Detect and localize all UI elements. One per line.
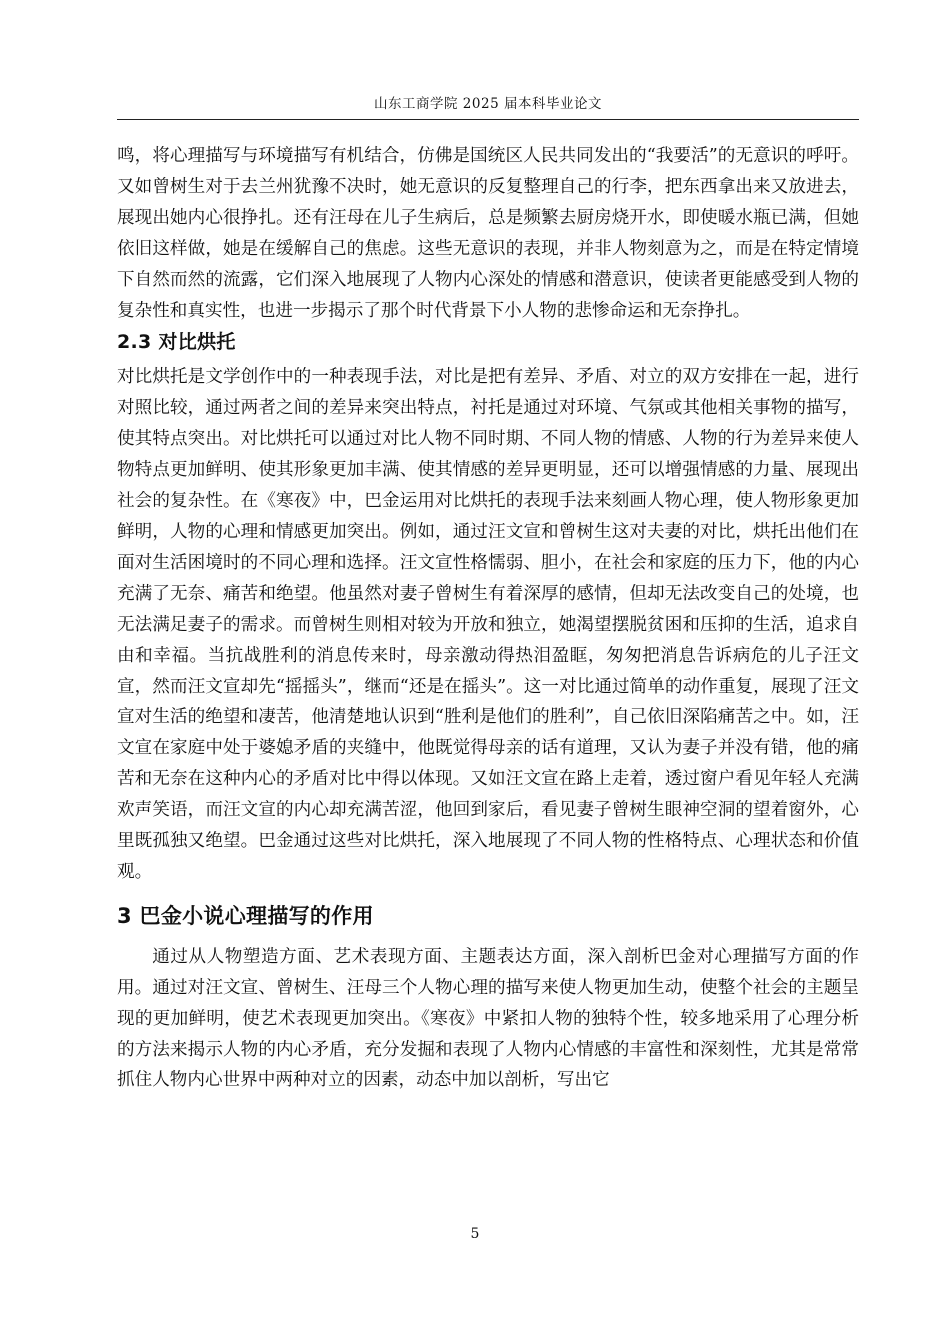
header-divider — [117, 119, 859, 120]
body-content — [117, 141, 859, 1096]
paragraph-continuation: 鸣，将心理描写与环境描写有机结合，仿佛是国统区人民共同发出的“我要活”的无意识的呼吁。又如曾树生对于去兰州犹豫不决时，她无意识的反复整理自己的行李，把东西拿出来又放进去，展现出她内心很挣扎。还有汪母在儿子生病后，总是频繁去厨房烧开水，即使暖水瓶已满，但她依旧这样做，她是在缓解自己的焦虑。这些无意识的表现，并非人物刻意为之，而是在特定情境下自然而然的流露，它们深入地展现了人物内心深处的情感和潜意识，使读者更能感受到人物的复杂性和真实性，也进一步揭示了那个时代背景下小人物的悲惨命运和无奈挣扎。 — [117, 146, 859, 321]
paragraph-function: 通过从人物塑造方面、艺术表现方面、主题表达方面，深入剖析巴金对心理描写方面的作用。通过对汪文宣、曾树生、汪母三个人物心理的描写来使人物更加生动，使整个社会的主题呈现的更加鲜明，使艺术表现更加突出。《寒夜》中紧扣人物的独特个性，较多地采用了心理分析的方法来揭示人物的内心矛盾，充分发掘和表现了人物内心情感的丰富性和深刻性，尤其是常常抓住人物内心世界中两种对立的因素，动态中加以剖析，写出它 — [117, 946, 859, 1091]
page-number: 5 — [470, 1226, 480, 1242]
section-heading-2-3: 2.3 对比烘托 — [117, 331, 236, 354]
running-header: 山东工商学院 2025 届本科毕业论文 — [374, 96, 602, 112]
paragraph-contrast: 对比烘托是文学创作中的一种表现手法，对比是把有差异、矛盾、对立的双方安排在一起，进行对照比较，通过两者之间的差异来突出特点，衬托是通过对环境、气氛或其他相关事物的描写，使其特点突出。对比烘托可以通过对比人物不同时期、不同人物的情感、人物的行为差异来使人物特点更加鲜明、使其形象更加丰满、使其情感的差异更明显，还可以增强情感的力量、展现出社会的复杂性。在《寒夜》中，巴金运用对比烘托的表现手法来刻画人物心理，使人物形象更加鲜明，人物的心理和情感更加突出。例如，通过汪文宣和曾树生这对夫妻的对比，烘托出他们在面对生活困境时的不同心理和选择。汪文宣性格懦弱、胆小，在社会和家庭的压力下，他的内心充满了无奈、痛苦和绝望。他虽然对妻子曾树生有着深厚的感情，但却无法改变自己的处境，也无法满足妻子的需求。而曾树生则相对较为开放和独立，她渴望摆脱贫困和压抑的生活，追求自由和幸福。当抗战胜利的消息传来时，母亲激动得热泪盈眶，匆匆把消息告诉病危的儿子汪文宣，然而汪文宣却先“摇摇头”，继而“还是在摇头”。这一对比通过简单的动作重复，展现了汪文宣对生活的绝望和凄苦，他清楚地认识到“胜利是他们的胜利”，自己依旧深陷痛苦之中。如，汪文宣在家庭中处于婆媳矛盾的夹缝中，他既觉得母亲的话有道理，又认为妻子并没有错，他的痛苦和无奈在这种内心的矛盾对比中得以体现。又如汪文宣在路上走着，透过窗户看见年轻人充满欢声笑语，而汪文宣的内心却充满苦涩，他回到家后，看见妻子曾树生眼神空洞的望着窗外，心里既孤独又绝望。巴金通过这些对比烘托，深入地展现了不同人物的性格特点、心理状态和价值观。 — [117, 367, 859, 882]
section-heading-3: 3 巴金小说心理描写的作用 — [117, 903, 374, 928]
